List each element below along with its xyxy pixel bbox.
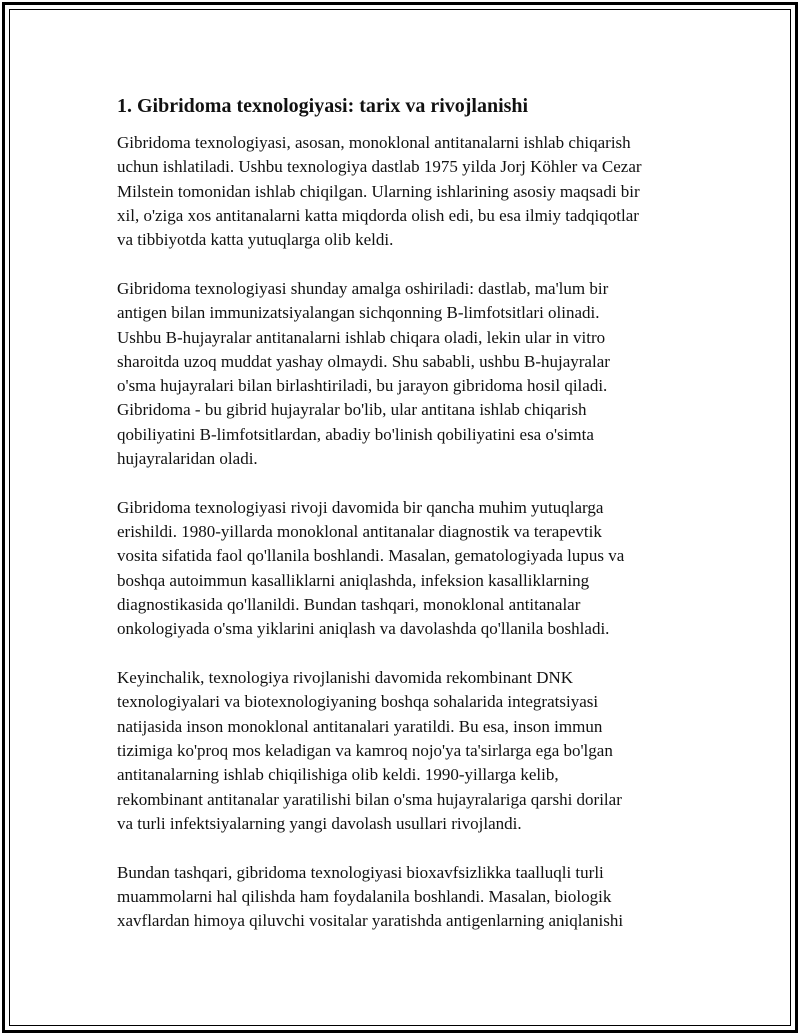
paragraph-line: sharoitda uzoq muddat yashay olmaydi. Shu sababli, ushbu B-hujayralar <box>117 351 610 371</box>
paragraph-line: Gibridoma texnologiyasi rivoji davomida bir qancha muhim yutuqlarga <box>117 497 604 517</box>
paragraph-3 <box>117 496 692 642</box>
paragraph-line: Gibridoma texnologiyasi, asosan, monoklonal antitanalarni ishlab chiqarish <box>117 133 631 152</box>
paragraph-line: Keyinchalik, texnologiya rivojlanishi davomida rekombinant DNK <box>117 668 574 688</box>
paragraph-line: hujayralaridan oladi. <box>117 449 258 469</box>
paragraph-line: Ushbu B-hujayralar antitanalarni ishlab chiqara oladi, lekin ular in vitro <box>117 327 606 347</box>
paragraph-line: muammolarni hal qilishda ham foydalanila boshlandi. Masalan, biologik <box>117 887 612 907</box>
paragraph-line: Bundan tashqari, gibridoma texnologiyasi bioxavfsizlikka taalluqli turli <box>117 862 604 882</box>
paragraph-line: vosita sifatida faol qo'llanila boshlandi. Masalan, gematologiyada lupus va <box>117 546 625 566</box>
paragraph-line: va tibbiyotda katta yutuqlarga olib keldi. <box>117 230 394 250</box>
paragraph-line: va turli infektsiyalarning yangi davolash usullari rivojlandi. <box>117 813 522 833</box>
paragraph-line: uchun ishlatiladi. Ushbu texnologiya dastlab 1975 yilda Jorj Köhler va Cezar <box>117 157 642 177</box>
paragraph-line: antitanalarning ishlab chiqilishiga olib keldi. 1990-yillarga kelib, <box>117 765 559 785</box>
paragraph-line: texnologiyalari va biotexnologiyaning boshqa sohalarida integratsiyasi <box>117 692 599 712</box>
paragraph-line: tizimiga ko'proq mos keladigan va kamroq nojo'ya ta'sirlarga ega bo'lgan <box>117 741 613 761</box>
paragraph-line: natijasida inson monoklonal antitanalari yaratildi. Bu esa, inson immun <box>117 716 603 736</box>
paragraph-line: xil, o'ziga xos antitanalarni katta miqdorda olish edi, bu esa ilmiy tadqiqotlar <box>117 205 639 225</box>
paragraph-1 <box>117 131 692 252</box>
paragraph-line: Gibridoma - bu gibrid hujayralar bo'lib, ular antitana ishlab chiqarish <box>117 400 587 420</box>
paragraph-line: erishildi. 1980-yillarda monoklonal antitanalar diagnostik va terapevtik <box>117 522 602 542</box>
paragraph-2 <box>117 277 692 471</box>
paragraph-line: qobiliyatini B-limfotsitlardan, abadiy bo'linish qobiliyatini esa o'simta <box>117 424 594 444</box>
section-heading: 1. Gibridoma texnologiyasi: tarix va rivojlanishi <box>117 95 529 117</box>
paragraph-line: onkologiyada o'sma yiklarini aniqlash va davolashda qo'llanila boshladi. <box>117 619 610 639</box>
paragraph-line: Milstein tomonidan ishlab chiqilgan. Ularning ishlarining asosiy maqsadi bir <box>117 181 640 201</box>
paragraph-line: rekombinant antitanalar yaratilishi bilan o'sma hujayralariga qarshi dorilar <box>117 789 622 809</box>
paragraph-line: boshqa autoimmun kasalliklarni aniqlashda, infeksion kasalliklarning <box>117 570 590 590</box>
paragraph-line: antigen bilan immunizatsiyalangan sichqonning B-limfotsitlari olinadi. <box>117 303 600 323</box>
paragraph-4 <box>117 666 692 836</box>
paragraph-line: o'sma hujayralari bilan birlashtiriladi, bu jarayon gibridoma hosil qiladi. <box>117 376 608 396</box>
paragraph-5 <box>117 861 692 934</box>
paragraph-line: diagnostikasida qo'llanildi. Bundan tashqari, monoklonal antitanalar <box>117 595 581 615</box>
paragraph-line: xavflardan himoya qiluvchi vositalar yaratishda antigenlarning aniqlanishi <box>117 911 624 931</box>
document-content <box>117 92 692 958</box>
paragraph-line: Gibridoma texnologiyasi shunday amalga oshiriladi: dastlab, ma'lum bir <box>117 278 609 298</box>
